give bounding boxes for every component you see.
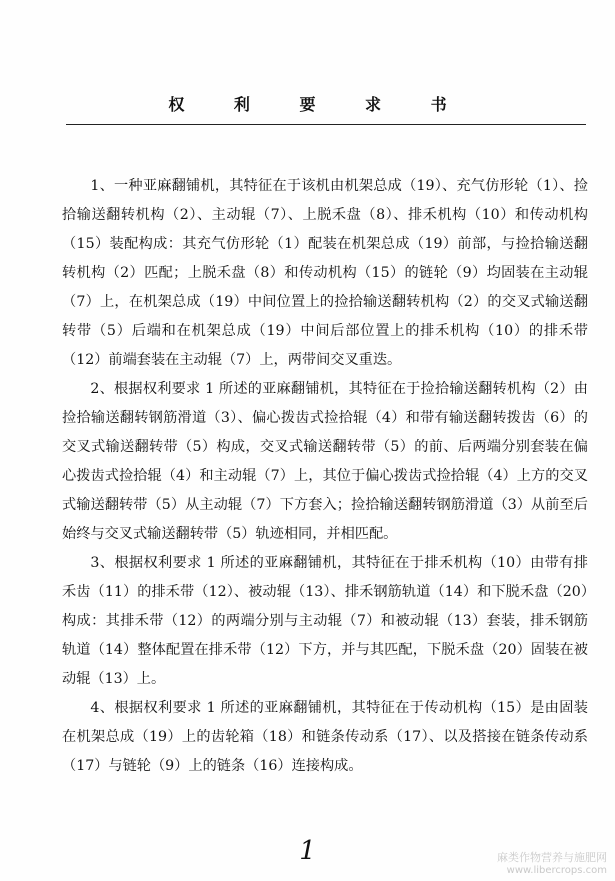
claim-1: 1、一种亚麻翻铺机，其特征在于该机由机架总成（19）、充气仿形轮（1）、捡拾输送翻转机构（2）、主动辊（7）、上脱禾盘（8）、排禾机构（10）和传动机构（15）装配构成：其充气仿形轮（1）配装在机架总成（19）前部，与捡拾输送翻转机构（2）匹配；上脱禾盘（8）和传动机构（15）的链轮（9）均固装在主动辊（7）上，在机架总成（19）中间位置上的捡拾输送翻转机构（2）的交叉式输送翻转带（5）后端和在机架总成（19）中间后部位置上的排禾机构（10）的排禾带（12）前端套装在主动辊（7）上，两带间交叉重迭。 — [62, 178, 588, 368]
claim-4: 4、根据权利要求 1 所述的亚麻翻铺机，其特征在于传动机构（15）是由固装在机架总成（19）上的齿轮箱（18）和链条传动系（17）、以及搭接在链条传动系（17）与链轮（9）上的链条（16）连接构成。 — [62, 700, 588, 774]
claim-2: 2、根据权利要求 1 所述的亚麻翻铺机，其特征在于捡拾输送翻转机构（2）由捡拾输送翻转钢筋滑道（3）、偏心拨齿式捡拾辊（4）和带有输送翻转拨齿（6）的交叉式输送翻转带（5）构成，交叉式输送翻转带（5）的前、后两端分别套装在偏心拨齿式捡拾辊（4）和主动辊（7）上，其位于偏心拨齿式捡拾辊（4）上方的交叉式输送翻转带（5）从主动辊（7）下方套入；捡拾输送翻转钢筋滑道（3）从前至后始终与交叉式输送翻转带（5）轨迹相同，并相匹配。 — [62, 381, 588, 542]
page-number: 1 — [299, 836, 316, 866]
document-title: 权 利 要 求 书 — [168, 95, 469, 114]
watermark-text: 麻类作物营养与施肥网 — [497, 851, 607, 864]
title-divider — [66, 124, 586, 125]
claims-list — [62, 172, 588, 781]
watermark-url: www.libercrops.com — [506, 865, 607, 876]
watermark — [497, 851, 607, 877]
claim-3: 3、根据权利要求 1 所述的亚麻翻铺机，其特征在于排禾机构（10）由带有排禾齿（11）的排禾带（12）、被动辊（13）、排禾钢筋轨道（14）和下脱禾盘（20）构成：其排禾带（12）的两端分别与主动辊（7）和被动辊（13）套装，排禾钢筋轨道（14）整体配置在排禾带（12）下方，并与其匹配，下脱禾盘（20）固装在被动辊（13）上。 — [62, 555, 588, 687]
